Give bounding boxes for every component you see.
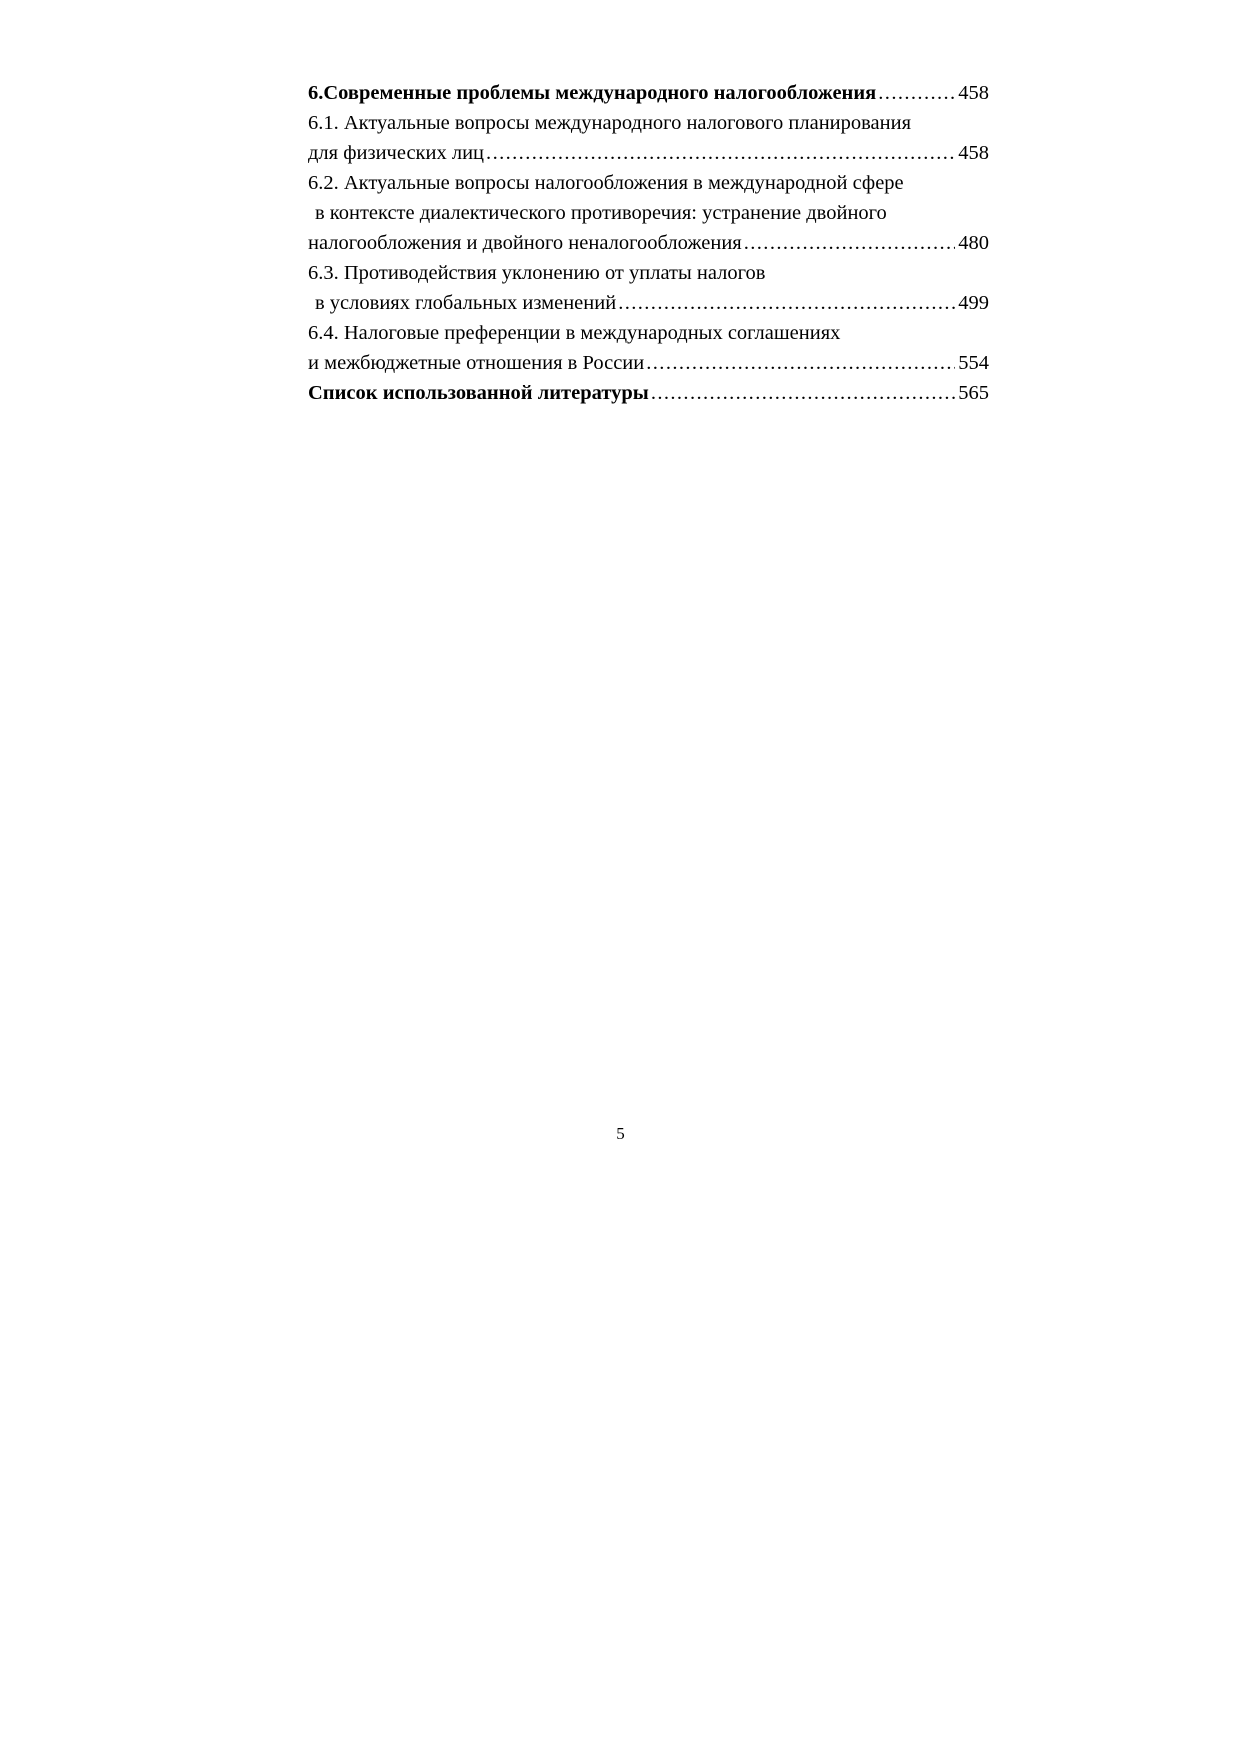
toc-entry-page: 458: [958, 142, 989, 164]
toc-entry-page: 565: [958, 382, 989, 404]
toc-entry-title: 6.2. Актуальные вопросы налогообложения в международной сфере: [308, 172, 904, 194]
toc-entry-title: для физических лиц: [308, 142, 485, 164]
dot-leader: [646, 348, 955, 378]
toc-entry-6-3-line-1: [308, 258, 989, 288]
toc-entry-bibliography: [308, 378, 989, 408]
toc-entry-title: налогообложения и двойного неналогообложения: [308, 232, 742, 254]
toc-entry-title: в контексте диалектического противоречия: устранение двойного: [315, 202, 887, 224]
toc-entry-chapter-6: [308, 78, 989, 108]
toc-entry-6-3-line-2: [308, 288, 989, 318]
dot-leader: [744, 228, 956, 258]
dot-leader: [878, 78, 955, 108]
toc-entry-page: 458: [958, 82, 989, 104]
toc-entry-title: и межбюджетные отношения в России: [308, 352, 645, 374]
toc-entry-page: 499: [958, 292, 989, 314]
toc-entry-6-2-line-3: [308, 228, 989, 258]
toc-entry-6-4-line-1: [308, 318, 989, 348]
toc-entry-title: в условиях глобальных изменений: [315, 292, 617, 314]
toc-entry-title: 6.1. Актуальные вопросы международного налогового планирования: [308, 112, 912, 134]
toc-entry-title: 6.3. Противодействия уклонению от уплаты налогов: [308, 262, 766, 284]
toc-entry-6-2-line-2: [308, 198, 989, 228]
toc-entry-title: 6.Современные проблемы международного налогообложения: [308, 82, 877, 104]
toc-entry-6-1-line-2: [308, 138, 989, 168]
toc-entry-page: 554: [958, 352, 989, 374]
toc-entry-title: Список использованной литературы: [308, 382, 649, 404]
dot-leader: [651, 378, 955, 408]
toc-entry-page: 480: [958, 232, 989, 254]
dot-leader: [486, 138, 955, 168]
toc-entry-6-1-line-1: [308, 108, 989, 138]
page-number: 5: [616, 1124, 625, 1143]
dot-leader: [618, 288, 955, 318]
toc-entry-6-2-line-1: [308, 168, 989, 198]
toc-entry-6-4-line-2: [308, 348, 989, 378]
table-of-contents: [308, 78, 989, 408]
toc-entry-title: 6.4. Налоговые преференции в международных соглашениях: [308, 322, 841, 344]
